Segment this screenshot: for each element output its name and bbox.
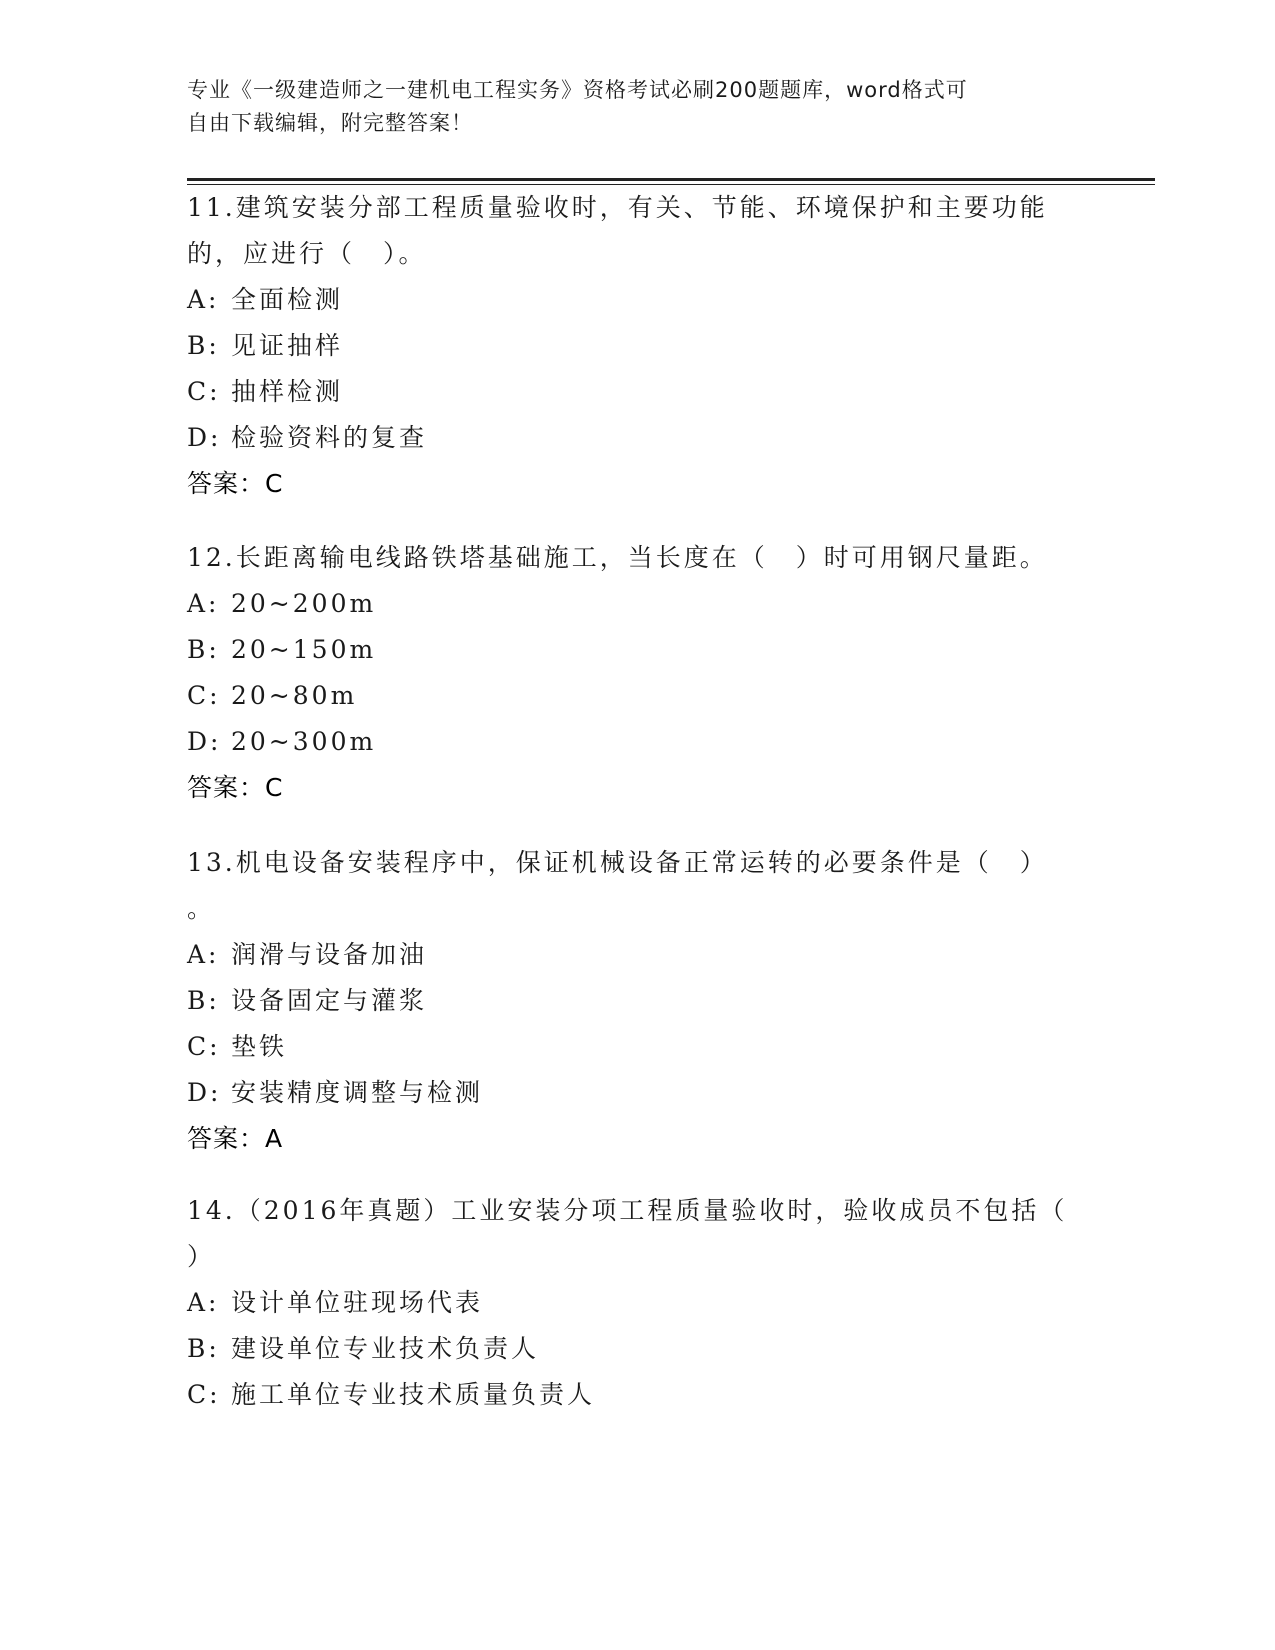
stem-line: 11.建筑安装分部工程质量验收时，有关、节能、环境保护和主要功能 <box>187 193 1048 222</box>
question-14 <box>187 1188 1087 1418</box>
option-text: 润滑与设备加油 <box>231 940 428 969</box>
stem-line: 的，应进行（ ）。 <box>187 239 427 268</box>
header-line-2: 自由下载编辑，附完整答案！ <box>187 111 473 135</box>
option-text: 20~150m <box>231 635 377 664</box>
option-key: A: <box>187 285 220 314</box>
option-key: C: <box>187 377 221 406</box>
option-a <box>187 581 1087 627</box>
header-line-1: 专业《一级建造师之一建机电工程实务》资格考试必刷200题题库，word格式可 <box>187 78 968 102</box>
option-text: 垫铁 <box>231 1032 288 1061</box>
option-a <box>187 277 1087 323</box>
option-text: 施工单位专业技术质量负责人 <box>231 1380 596 1409</box>
option-text: 设计单位驻现场代表 <box>231 1288 484 1317</box>
header-divider-thick <box>187 178 1155 181</box>
option-d <box>187 1070 1087 1116</box>
option-text: 20~80m <box>231 681 358 710</box>
option-key: B: <box>187 635 220 664</box>
option-key: D: <box>187 1078 222 1107</box>
option-text: 20~300m <box>231 727 377 756</box>
option-c <box>187 673 1087 719</box>
option-key: B: <box>187 331 220 360</box>
option-key: B: <box>187 986 220 1015</box>
option-text: 设备固定与灌浆 <box>231 986 428 1015</box>
option-d <box>187 719 1087 765</box>
option-key: C: <box>187 1032 221 1061</box>
option-a <box>187 932 1087 978</box>
question-stem <box>187 185 1087 277</box>
option-text: 安装精度调整与检测 <box>231 1078 484 1107</box>
answer: 答案：A <box>187 1124 284 1153</box>
stem-line: 。 <box>187 894 216 923</box>
option-b <box>187 323 1087 369</box>
option-key: C: <box>187 681 221 710</box>
option-text: 见证抽样 <box>231 331 344 360</box>
option-c <box>187 1024 1087 1070</box>
option-text: 全面检测 <box>231 285 344 314</box>
stem-line: 12.长距离输电线路铁塔基础施工，当长度在（ ）时可用钢尺量距。 <box>187 543 1048 572</box>
answer: 答案：C <box>187 773 284 802</box>
stem-line: 13.机电设备安装程序中，保证机械设备正常运转的必要条件是（ ） <box>187 848 1048 877</box>
document-header <box>187 74 1067 140</box>
question-stem <box>187 535 1087 581</box>
question-stem <box>187 840 1087 932</box>
question-13 <box>187 840 1087 1162</box>
option-key: A: <box>187 940 220 969</box>
option-text: 检验资料的复查 <box>231 423 428 452</box>
option-d <box>187 415 1087 461</box>
option-key: B: <box>187 1334 220 1363</box>
option-text: 抽样检测 <box>231 377 344 406</box>
option-key: D: <box>187 727 222 756</box>
stem-line: ） <box>187 1242 216 1271</box>
option-c <box>187 1372 1087 1418</box>
option-a <box>187 1280 1087 1326</box>
question-stem <box>187 1188 1087 1280</box>
option-text: 建设单位专业技术负责人 <box>231 1334 540 1363</box>
option-b <box>187 978 1087 1024</box>
stem-line: 14.（2016年真题）工业安装分项工程质量验收时，验收成员不包括（ <box>187 1196 1068 1225</box>
option-c <box>187 369 1087 415</box>
option-text: 20~200m <box>231 589 377 618</box>
option-key: A: <box>187 589 220 618</box>
option-key: D: <box>187 423 222 452</box>
option-b <box>187 1326 1087 1372</box>
option-b <box>187 627 1087 673</box>
answer: 答案：C <box>187 469 284 498</box>
option-key: A: <box>187 1288 220 1317</box>
question-12 <box>187 535 1087 811</box>
question-11 <box>187 185 1087 507</box>
option-key: C: <box>187 1380 221 1409</box>
